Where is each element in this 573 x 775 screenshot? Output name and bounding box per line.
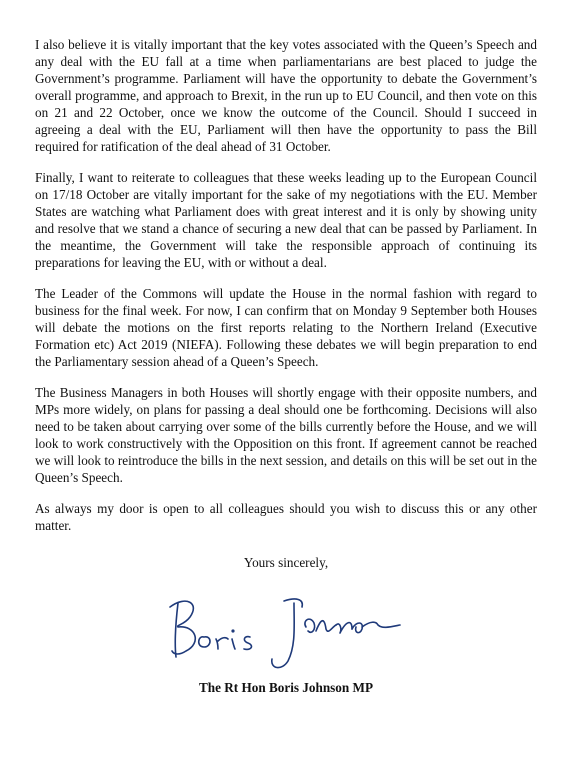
paragraph-queens-speech-votes: I also believe it is vitally important that the key votes associated with the Queen’s Speech and any deal with the EU fall at a time when parliamentarians are best placed to judge the Government’s programme. Parliament will have the opportunity to debate the Government’s overall programme, and approach to Brexit, in the run up to EU Council, and then vote on this on 21 and 22 October, once we know the outcome of the Council. Should I succeed in agreeing a deal with the EU, Parliament will then have the opportunity to pass the Bill required for ratification of the deal ahead of 31 October. <box>35 37 537 154</box>
paragraph-business-managers: The Business Managers in both Houses will shortly engage with their opposite numbers, and MPs more widely, on plans for passing a deal should one be forthcoming. Decisions will also need to be taken about carrying over some of the bills currently before the House, and we will look to work constructively with the Opposition on this front. If agreement cannot be reached we will look to reintroduce the bills in the next session, and details on this will be set out in the Queen’s Speech. <box>35 385 537 485</box>
paragraph-open-door: As always my door is open to all colleagues should you wish to discuss this or any other matter. <box>35 501 537 533</box>
paragraph-european-council: Finally, I want to reiterate to colleagues that these weeks leading up to the European Council on 17/18 October are vitally important for the sake of my negotiations with the EU. Member States are watching what Parliament does with great interest and it is only by showing unity and resolve that we stand a chance of securing a new deal that can be passed by Parliament. In the meantime, the Government will take the responsible approach of continuing its preparations for leaving the EU, with or without a deal. <box>35 170 537 270</box>
paragraph-commons-business: The Leader of the Commons will update the House in the normal fashion with regard to business for the final week. For now, I can confirm that on Monday 9 September both Houses will debate the motions on the first reports relating to the Northern Ireland (Executive Formation etc) Act 2019 (NIEFA). Following these debates we will begin preparation to end the Parliamentary session ahead of a Queen’s Speech. <box>35 286 537 369</box>
handwritten-signature <box>156 585 416 675</box>
letter-body <box>35 36 537 696</box>
signatory-name: The Rt Hon Boris Johnson MP <box>198 680 374 695</box>
closing-salutation: Yours sincerely, <box>243 555 329 570</box>
